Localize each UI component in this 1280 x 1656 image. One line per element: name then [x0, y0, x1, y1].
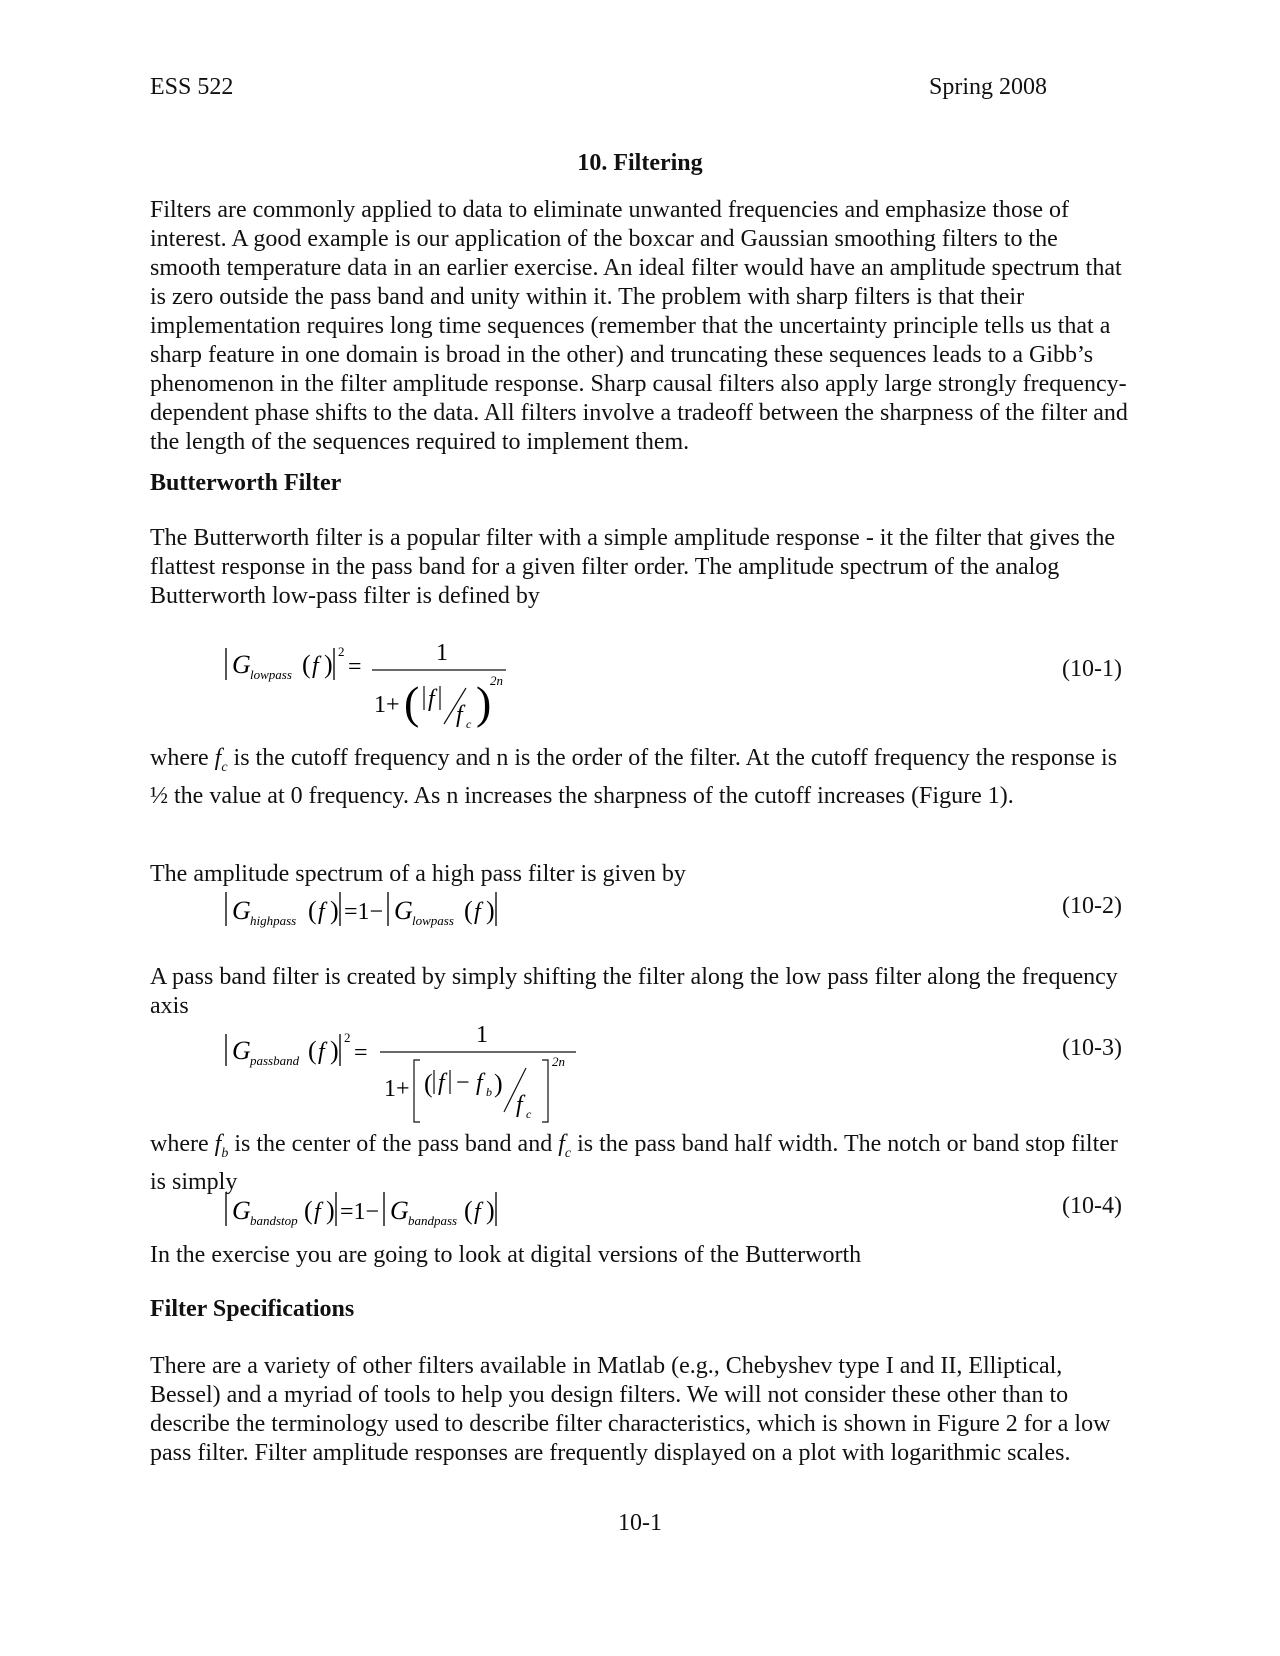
svg-text:G: G: [232, 896, 251, 925]
eq3-sub: passband: [250, 1053, 300, 1068]
svg-text:2: 2: [344, 1030, 351, 1045]
cutoff-paragraph: where $f_c$ is the cutoff frequency and n is the order of the filter. At the cutoff frequency the response is ½ the value at 0 frequency. As n increases the sharpness of the cutoff increases (Figure 1).: [150, 745, 1118, 809]
svg-text:f: f: [438, 1070, 445, 1096]
equation-10-2: [220, 886, 540, 943]
eq2-mid: =1−: [344, 899, 384, 925]
svg-text:=: =: [354, 1040, 368, 1066]
svg-text:G: G: [390, 1196, 409, 1225]
eq2-sub1: highpass: [250, 913, 297, 928]
svg-text:): ): [326, 1196, 335, 1225]
specifications-paragraph: There are a variety of other filters available in Matlab (e.g., Chebyshev type I and II, Elliptical, Bessel) and a myriad of tools to help you design filters. We will not consider these other than to describe the terminology used to describe filter characteristics, which is shown in Figure 2 for a low pass filter. Filter amplitude responses are frequently displayed on a plot with logarithmic scales.: [150, 1353, 1111, 1466]
svg-text:): ): [330, 1036, 339, 1065]
eq1-exp2: 2n: [490, 673, 503, 688]
page-number: 10-1: [618, 1510, 662, 1536]
eq1-G: G: [232, 650, 251, 679]
eq4-sub1: bandstop: [250, 1213, 298, 1228]
svg-text:1+: 1+: [384, 1076, 410, 1102]
highpass-intro: The amplitude spectrum of a high pass filter is given by: [150, 861, 686, 887]
svg-text:f: f: [318, 899, 325, 925]
svg-text:(: (: [308, 896, 317, 925]
equation-number-10-1: (10-1): [1062, 656, 1122, 682]
svg-text:G: G: [232, 1196, 251, 1225]
header-course: ESS 522: [150, 74, 234, 100]
svg-text:c: c: [526, 1107, 532, 1121]
svg-text:(: (: [308, 1036, 317, 1065]
svg-text:): ): [494, 1069, 503, 1098]
svg-text:): ): [476, 677, 492, 728]
svg-text:): ): [330, 896, 339, 925]
svg-text:f: f: [314, 1199, 321, 1225]
passband-intro: A pass band filter is created by simply shifting the filter along the low pass filter along the frequency axis: [150, 964, 1118, 1019]
svg-text:f: f: [516, 1092, 523, 1118]
svg-text:(: (: [404, 677, 420, 728]
equation-10-1-svg: [220, 640, 520, 740]
svg-text:b: b: [486, 1085, 492, 1099]
exercise-paragraph: In the exercise you are going to look at digital versions of the Butterworth: [150, 1242, 862, 1268]
svg-text:): ): [486, 1196, 495, 1225]
equation-10-4: [220, 1186, 540, 1243]
page-title: 10. Filtering: [577, 150, 703, 176]
svg-text:G: G: [232, 1036, 251, 1065]
butterworth-paragraph: The Butterworth filter is a popular filter with a simple amplitude response - it the filter that gives the flattest response in the pass band for a given filter order. The amplitude spectrum of the analog Butterworth low-pass filter is defined by: [150, 525, 1116, 609]
svg-text:f: f: [318, 1039, 325, 1065]
eq1-fc: f: [456, 702, 463, 728]
svg-text:=: =: [348, 654, 362, 680]
specifications-heading: Filter Specifications: [150, 1296, 355, 1322]
eq1-fc-sub: c: [466, 717, 472, 731]
equation-10-2-svg: [220, 886, 540, 936]
equation-number-10-4: (10-4): [1062, 1193, 1122, 1219]
svg-text:): ): [486, 896, 495, 925]
eq1-one: 1: [436, 640, 448, 666]
equation-10-4-svg: [220, 1186, 540, 1236]
equation-number-10-2: (10-2): [1062, 893, 1122, 919]
equation-10-1: [220, 640, 520, 747]
svg-text:G: G: [394, 896, 413, 925]
eq1-f: f: [312, 653, 319, 679]
svg-text:(: (: [464, 1196, 473, 1225]
eq1-exp: 2: [338, 644, 345, 659]
equation-10-3: [220, 1020, 600, 1137]
svg-text:(: (: [424, 1069, 433, 1098]
eq1-f2: f: [428, 686, 435, 712]
svg-text:f: f: [474, 899, 481, 925]
eq1-sub: lowpass: [250, 667, 292, 682]
eq1-plus: 1+: [374, 692, 400, 718]
svg-text:(: (: [302, 650, 311, 679]
equation-10-3-svg: [220, 1020, 600, 1130]
svg-text:2n: 2n: [552, 1054, 565, 1069]
butterworth-heading: Butterworth Filter: [150, 470, 342, 496]
eq2-sub2: lowpass: [412, 913, 454, 928]
svg-text:(: (: [304, 1196, 313, 1225]
passband-paragraph: where $f_b$ is the center of the pass band and $f_c$ is the pass band half width. The notch or band stop filter is simply: [150, 1131, 1118, 1195]
svg-text:1: 1: [476, 1022, 488, 1048]
svg-text:(: (: [464, 896, 473, 925]
svg-text:f: f: [474, 1199, 481, 1225]
header-term: Spring 2008: [929, 74, 1048, 100]
svg-text:=1−: =1−: [340, 1199, 380, 1225]
svg-text:−: −: [456, 1070, 470, 1096]
intro-paragraph: Filters are commonly applied to data to eliminate unwanted frequencies and emphasize those of interest. A good example is our application of the boxcar and Gaussian smoothing filters to the smooth temperature data in an earlier exercise. An ideal filter would have an amplitude spectrum that is zero outside the pass band and unity within it. The problem with sharp filters is that their implementation requires long time sequences (remember that the uncertainty principle tells us that a sharp feature in one domain is broad in the other) and truncating these sequences leads to a Gibb’s phenomenon in the filter amplitude response. Sharp causal filters also apply large strongly frequency-dependent phase shifts to the data. All filters involve a tradeoff between the sharpness of the filter and the length of the sequences required to implement them.: [150, 197, 1128, 455]
equation-number-10-3: (10-3): [1062, 1035, 1122, 1061]
eq4-sub2: bandpass: [408, 1213, 458, 1228]
svg-text:): ): [324, 650, 333, 679]
svg-text:f: f: [476, 1070, 483, 1096]
